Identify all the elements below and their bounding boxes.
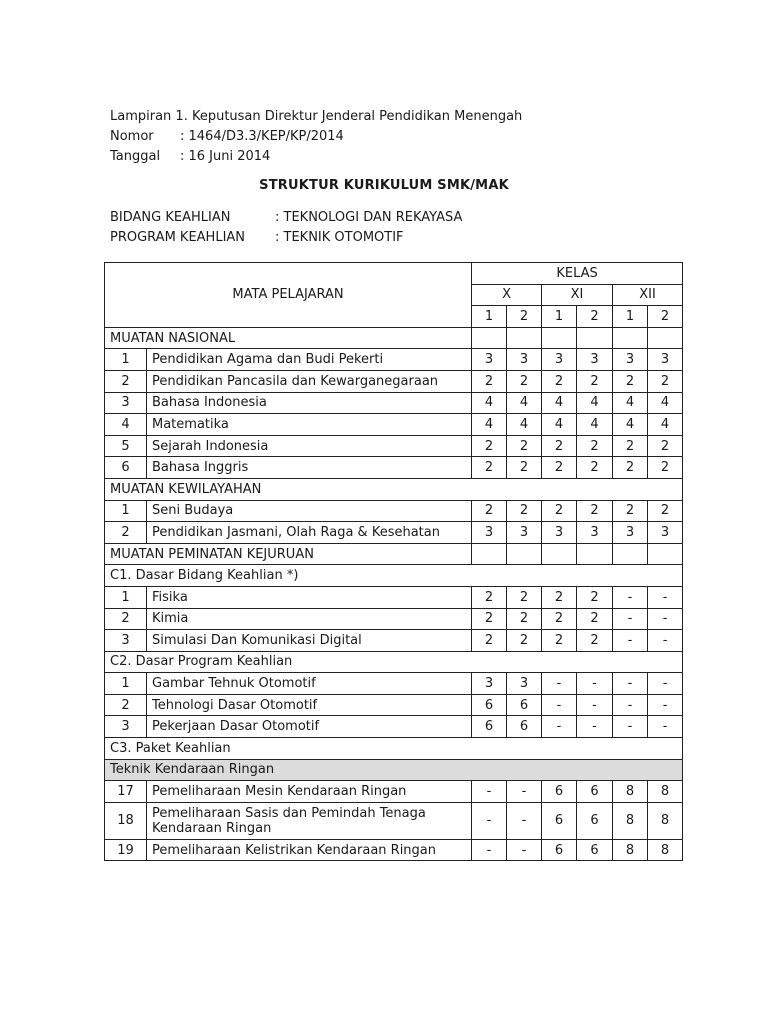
table-row bbox=[105, 500, 683, 522]
hours-cell: 2 bbox=[472, 586, 507, 608]
subject-name: Pendidikan Agama dan Budi Pekerti bbox=[147, 349, 472, 371]
table-row bbox=[105, 781, 683, 803]
section-title: Teknik Kendaraan Ringan bbox=[105, 759, 683, 781]
semester-header: 1 bbox=[613, 306, 648, 328]
program-value: : TEKNIK OTOMOTIF bbox=[275, 230, 404, 245]
table-row bbox=[105, 802, 683, 839]
hours-cell: - bbox=[613, 716, 648, 738]
lampiran-line: Lampiran 1. Keputusan Direktur Jenderal Pendidikan Menengah bbox=[110, 109, 523, 124]
table-row bbox=[105, 522, 683, 544]
table-row bbox=[105, 414, 683, 436]
hours-cell: 4 bbox=[613, 392, 648, 414]
hours-cell: 2 bbox=[507, 370, 542, 392]
mata-pelajaran-header: MATA PELAJARAN bbox=[105, 263, 472, 328]
table-row bbox=[105, 716, 683, 738]
empty-cell bbox=[507, 327, 542, 349]
hours-cell: 3 bbox=[613, 522, 648, 544]
hours-cell: - bbox=[613, 586, 648, 608]
tanggal-label: Tanggal bbox=[110, 149, 161, 164]
subject-name: Seni Budaya bbox=[147, 500, 472, 522]
table-row bbox=[105, 586, 683, 608]
hours-cell: 6 bbox=[542, 781, 577, 803]
section-title: MUATAN KEWILAYAHAN bbox=[105, 478, 683, 500]
hours-cell: 4 bbox=[507, 414, 542, 436]
hours-cell: - bbox=[648, 716, 683, 738]
bidang-label: BIDANG KEAHLIAN bbox=[110, 210, 231, 225]
hours-cell: 2 bbox=[577, 457, 613, 479]
hours-cell: 2 bbox=[472, 370, 507, 392]
table-row bbox=[105, 370, 683, 392]
hours-cell: 3 bbox=[507, 349, 542, 371]
section-row bbox=[105, 738, 683, 760]
hours-cell: 4 bbox=[648, 392, 683, 414]
hours-cell: - bbox=[648, 630, 683, 652]
hours-cell: 6 bbox=[577, 781, 613, 803]
subject-name: Pekerjaan Dasar Otomotif bbox=[147, 716, 472, 738]
empty-cell bbox=[507, 543, 542, 565]
row-number: 1 bbox=[105, 673, 147, 695]
subject-name: Gambar Tehnuk Otomotif bbox=[147, 673, 472, 695]
row-number: 2 bbox=[105, 370, 147, 392]
program-line bbox=[110, 228, 462, 248]
hours-cell: 2 bbox=[507, 457, 542, 479]
grade-xii-header: XII bbox=[613, 284, 683, 306]
nomor-value: : 1464/D3.3/KEP/KP/2014 bbox=[180, 129, 344, 144]
hours-cell: 2 bbox=[613, 370, 648, 392]
hours-cell: - bbox=[648, 608, 683, 630]
hours-cell: - bbox=[577, 673, 613, 695]
hours-cell: 3 bbox=[507, 673, 542, 695]
semester-header: 2 bbox=[507, 306, 542, 328]
row-number: 4 bbox=[105, 414, 147, 436]
hours-cell: 6 bbox=[472, 716, 507, 738]
row-number: 6 bbox=[105, 457, 147, 479]
table-row bbox=[105, 435, 683, 457]
subject-name: Pemeliharaan Mesin Kendaraan Ringan bbox=[147, 781, 472, 803]
document-title: STRUKTUR KURIKULUM SMK/MAK bbox=[259, 178, 509, 193]
subject-name: Bahasa Inggris bbox=[147, 457, 472, 479]
hours-cell: 8 bbox=[613, 802, 648, 839]
hours-cell: 2 bbox=[577, 608, 613, 630]
hours-cell: - bbox=[648, 586, 683, 608]
hours-cell: 2 bbox=[507, 630, 542, 652]
empty-cell bbox=[648, 543, 683, 565]
semester-header: 2 bbox=[577, 306, 613, 328]
hours-cell: - bbox=[507, 802, 542, 839]
table-row bbox=[105, 608, 683, 630]
hours-cell: 3 bbox=[472, 522, 507, 544]
hours-cell: - bbox=[542, 716, 577, 738]
hours-cell: 2 bbox=[507, 608, 542, 630]
hours-cell: 4 bbox=[507, 392, 542, 414]
row-number: 5 bbox=[105, 435, 147, 457]
hours-cell: 4 bbox=[472, 392, 507, 414]
hours-cell: 6 bbox=[507, 716, 542, 738]
hours-cell: 2 bbox=[648, 370, 683, 392]
hours-cell: 6 bbox=[577, 802, 613, 839]
program-label: PROGRAM KEAHLIAN bbox=[110, 230, 246, 245]
grade-x-header: X bbox=[472, 284, 542, 306]
section-row bbox=[105, 543, 683, 565]
subject-name: Matematika bbox=[147, 414, 472, 436]
hours-cell: 3 bbox=[613, 349, 648, 371]
hours-cell: 4 bbox=[613, 414, 648, 436]
bidang-value: : TEKNOLOGI DAN REKAYASA bbox=[275, 210, 463, 225]
hours-cell: 8 bbox=[613, 839, 648, 861]
hours-cell: 2 bbox=[648, 500, 683, 522]
section-title: C1. Dasar Bidang Keahlian *) bbox=[105, 565, 683, 587]
hours-cell: 2 bbox=[613, 435, 648, 457]
hours-cell: 4 bbox=[542, 414, 577, 436]
empty-cell bbox=[613, 543, 648, 565]
semester-header: 2 bbox=[648, 306, 683, 328]
row-number: 1 bbox=[105, 500, 147, 522]
empty-cell bbox=[648, 327, 683, 349]
curriculum-table bbox=[104, 262, 683, 861]
hours-cell: 2 bbox=[542, 435, 577, 457]
bidang-info bbox=[110, 208, 462, 248]
hours-cell: - bbox=[472, 839, 507, 861]
section-row bbox=[105, 565, 683, 587]
hours-cell: 3 bbox=[542, 349, 577, 371]
row-number: 18 bbox=[105, 802, 147, 839]
subject-name: Simulasi Dan Komunikasi Digital bbox=[147, 630, 472, 652]
hours-cell: - bbox=[613, 608, 648, 630]
row-number: 1 bbox=[105, 586, 147, 608]
subject-name: Pemeliharaan Sasis dan Pemindah Tenaga Kendaraan Ringan bbox=[147, 802, 472, 839]
section-title: C3. Paket Keahlian bbox=[105, 738, 683, 760]
table-row bbox=[105, 457, 683, 479]
table-row bbox=[105, 673, 683, 695]
hours-cell: 6 bbox=[472, 694, 507, 716]
subject-name: Sejarah Indonesia bbox=[147, 435, 472, 457]
hours-cell: 2 bbox=[577, 500, 613, 522]
empty-cell bbox=[542, 327, 577, 349]
hours-cell: 2 bbox=[472, 500, 507, 522]
subject-name: Pendidikan Jasmani, Olah Raga & Kesehatan bbox=[147, 522, 472, 544]
tanggal-line bbox=[110, 147, 522, 167]
row-number: 2 bbox=[105, 608, 147, 630]
hours-cell: - bbox=[613, 630, 648, 652]
section-title: MUATAN PEMINATAN KEJURUAN bbox=[105, 543, 472, 565]
semester-header: 1 bbox=[542, 306, 577, 328]
empty-cell bbox=[613, 327, 648, 349]
hours-cell: 2 bbox=[542, 370, 577, 392]
hours-cell: - bbox=[507, 839, 542, 861]
hours-cell: 3 bbox=[507, 522, 542, 544]
row-number: 19 bbox=[105, 839, 147, 861]
hours-cell: 2 bbox=[542, 586, 577, 608]
hours-cell: 2 bbox=[472, 630, 507, 652]
hours-cell: - bbox=[648, 673, 683, 695]
section-row bbox=[105, 651, 683, 673]
hours-cell: 2 bbox=[577, 586, 613, 608]
table-row bbox=[105, 349, 683, 371]
section-row bbox=[105, 327, 683, 349]
hours-cell: 8 bbox=[648, 781, 683, 803]
hours-cell: 3 bbox=[577, 522, 613, 544]
hours-cell: - bbox=[472, 802, 507, 839]
table-row bbox=[105, 630, 683, 652]
subject-name: Kimia bbox=[147, 608, 472, 630]
hours-cell: - bbox=[577, 694, 613, 716]
hours-cell: - bbox=[648, 694, 683, 716]
row-number: 3 bbox=[105, 392, 147, 414]
hours-cell: 4 bbox=[577, 414, 613, 436]
empty-cell bbox=[577, 327, 613, 349]
empty-cell bbox=[577, 543, 613, 565]
hours-cell: - bbox=[613, 673, 648, 695]
row-number: 3 bbox=[105, 716, 147, 738]
hours-cell: 6 bbox=[542, 839, 577, 861]
nomor-line bbox=[110, 127, 522, 147]
section-row bbox=[105, 759, 683, 781]
hours-cell: 2 bbox=[472, 608, 507, 630]
hours-cell: - bbox=[472, 781, 507, 803]
hours-cell: 2 bbox=[577, 630, 613, 652]
hours-cell: 2 bbox=[507, 435, 542, 457]
hours-cell: 6 bbox=[542, 802, 577, 839]
subject-name: Fisika bbox=[147, 586, 472, 608]
subject-name: Bahasa Indonesia bbox=[147, 392, 472, 414]
hours-cell: - bbox=[542, 673, 577, 695]
table-row bbox=[105, 392, 683, 414]
hours-cell: 4 bbox=[542, 392, 577, 414]
hours-cell: 3 bbox=[648, 349, 683, 371]
hours-cell: 2 bbox=[542, 457, 577, 479]
nomor-label: Nomor bbox=[110, 129, 154, 144]
hours-cell: 8 bbox=[648, 839, 683, 861]
empty-cell bbox=[472, 543, 507, 565]
hours-cell: 3 bbox=[577, 349, 613, 371]
hours-cell: 2 bbox=[507, 586, 542, 608]
hours-cell: - bbox=[613, 694, 648, 716]
hours-cell: 2 bbox=[648, 457, 683, 479]
section-title: MUATAN NASIONAL bbox=[105, 327, 472, 349]
subject-name: Tehnologi Dasar Otomotif bbox=[147, 694, 472, 716]
hours-cell: 4 bbox=[648, 414, 683, 436]
hours-cell: 2 bbox=[577, 370, 613, 392]
subject-name: Pendidikan Pancasila dan Kewarganegaraan bbox=[147, 370, 472, 392]
subject-name: Pemeliharaan Kelistrikan Kendaraan Ringan bbox=[147, 839, 472, 861]
decree-header bbox=[110, 107, 522, 167]
empty-cell bbox=[542, 543, 577, 565]
kelas-header: KELAS bbox=[472, 263, 683, 285]
hours-cell: 6 bbox=[577, 839, 613, 861]
tanggal-value: : 16 Juni 2014 bbox=[180, 149, 271, 164]
hours-cell: - bbox=[577, 716, 613, 738]
hours-cell: - bbox=[507, 781, 542, 803]
table-row bbox=[105, 839, 683, 861]
hours-cell: 3 bbox=[472, 349, 507, 371]
hours-cell: 2 bbox=[613, 500, 648, 522]
hours-cell: 2 bbox=[613, 457, 648, 479]
hours-cell: 2 bbox=[472, 457, 507, 479]
hours-cell: 3 bbox=[472, 673, 507, 695]
hours-cell: 2 bbox=[472, 435, 507, 457]
row-number: 2 bbox=[105, 694, 147, 716]
hours-cell: 2 bbox=[542, 630, 577, 652]
row-number: 2 bbox=[105, 522, 147, 544]
hours-cell: 2 bbox=[577, 435, 613, 457]
hours-cell: 4 bbox=[472, 414, 507, 436]
hours-cell: 6 bbox=[507, 694, 542, 716]
hours-cell: 8 bbox=[613, 781, 648, 803]
row-number: 1 bbox=[105, 349, 147, 371]
hours-cell: 2 bbox=[648, 435, 683, 457]
row-number: 17 bbox=[105, 781, 147, 803]
empty-cell bbox=[472, 327, 507, 349]
hours-cell: 3 bbox=[648, 522, 683, 544]
hours-cell: 2 bbox=[542, 500, 577, 522]
table-row bbox=[105, 694, 683, 716]
hours-cell: 8 bbox=[648, 802, 683, 839]
row-number: 3 bbox=[105, 630, 147, 652]
section-row bbox=[105, 478, 683, 500]
semester-header: 1 bbox=[472, 306, 507, 328]
hours-cell: 4 bbox=[577, 392, 613, 414]
grade-xi-header: XI bbox=[542, 284, 613, 306]
hours-cell: 2 bbox=[542, 608, 577, 630]
hours-cell: - bbox=[542, 694, 577, 716]
hours-cell: 3 bbox=[542, 522, 577, 544]
section-title: C2. Dasar Program Keahlian bbox=[105, 651, 683, 673]
bidang-line bbox=[110, 208, 462, 228]
hours-cell: 2 bbox=[507, 500, 542, 522]
